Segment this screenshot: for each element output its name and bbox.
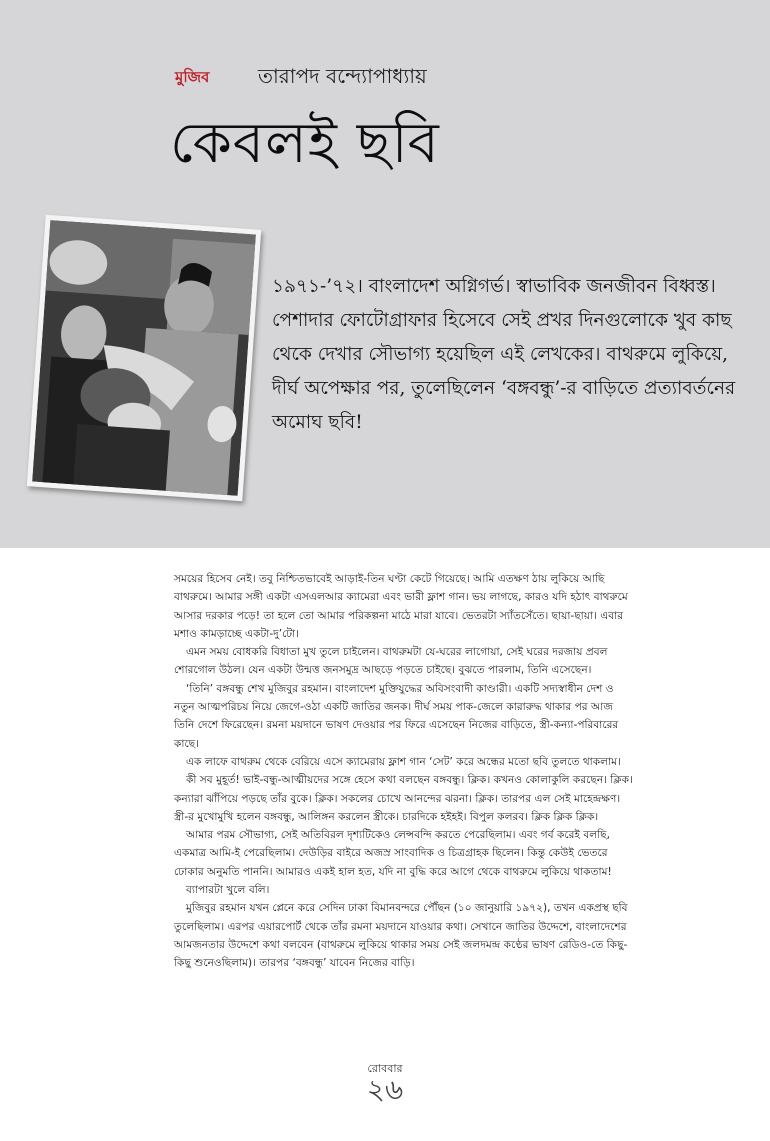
lead-paragraph (272, 270, 742, 440)
body-paragraph: সময়ের হিসেব নেই। তবু নিশ্চিতভাবেই আড়াই-তিন ঘণ্টা কেটে গিয়েছে। আমি এতক্ষণ ঠায় লুকিয়ে আছি বাথরুমে। আমার সঙ্গী একটা এসএলআর ক্যামেরা এবং ভারী ফ্লাশ গান। ভয় লাগছে, কারও যদি হঠাৎ বাথরুমে আসার দরকার পড়ে! তা হলে তো আমার পরিকল্পনা মাঠে মারা যাবে। ভেতরটা স্যাঁতসেঁতে। ছায়া-ছায়া। এবার মশাও কামড়াচ্ছে একটা-দু’টো। (174, 573, 628, 640)
magazine-name: রোববার (367, 1062, 403, 1075)
news-photo (27, 215, 261, 501)
body-paragraph: মুজিবুর রহমান যখন প্লেনে করে সেদিন ঢাকা বিমানবন্দরে পৌঁছন (১০ জানুয়ারি ১৯৭২), তখন একপ্রস্থ ছবি তুলেছিলাম। এরপর এয়ারপোর্ট থেকে তাঁর রমনা ময়দানে যাওয়ার কথা। সেখানে জাতির উদ্দেশে, বাংলাদেশের আমজনতার উদ্দেশে কথা বলবেন (বাথরুমে লুকিয়ে থাকার সময় সেই জলদমন্দ্র কণ্ঠের ভাষণ রেডিও-তে কিছু-কিছু শুনেওছিলাম)। তারপর ‘বঙ্গবন্ধু’ যাবেন নিজের বাড়ি। (174, 902, 628, 970)
article-title: কেবলই ছবি (170, 111, 440, 176)
body-paragraph: আমার পরম সৌভাগ্য, সেই অতিবিরল দৃশ্যটিকেও লেন্সবন্দি করতে পেরেছিলাম। এবং গর্ব করেই বলছি, একমাত্র আমি-ই পেরেছিলাম। দেউড়ির বাইরে অজস্র সাংবাদিক ও চিত্রগ্রাহক ছিলেন। কিন্তু কেউই ভেতরে ঢোকার অনুমতি পাননি। আমারও একই হাল হত, যদি না বুদ্ধি করে আগে থেকে বাথরুমে লুকিয়ে থাকতাম! (174, 829, 612, 878)
page-number: ২৬ (366, 1073, 404, 1106)
body-paragraph: এক লাফে বাথরুম থেকে বেরিয়ে এসে ক্যামেরায় ফ্লাশ গান ‘সেট’ করে অন্ধের মতো ছবি তুলতে থাকলাম। (186, 755, 621, 768)
author-name: তারাপদ বন্দ্যোপাধ্যায় (258, 64, 427, 88)
body-paragraph: ‘তিনি’ বঙ্গবন্ধু শেখ মুজিবুর রহমান। বাংলাদেশ মুক্তিযুদ্ধের অবিসংবাদী কাণ্ডারী। একটি সদ্যস্বাধীন দেশ ও নতুন আত্মপরিচয় নিয়ে জেগে-ওঠা একটি জাতির জনক। দীর্ঘ সময় পাক-জেলে কারারুদ্ধ থাকার পর আজ তিনি দেশে ফিরেছেন। রমনা ময়দানে ভাষণ দেওয়ার পর ফিরে এসেছেন নিজের বাড়িতে, স্ত্রী-কন্যা-পরিবারের কাছে। (174, 682, 619, 750)
section-tag: মুজিব (175, 68, 210, 86)
lead-text: ১৯৭১-’৭২। বাংলাদেশ অগ্নিগর্ভ। স্বাভাবিক জনজীবন বিধ্বস্ত। পেশাদার ফোটোগ্রাফার হিসেবে সেই প্রখর দিনগুলোকে খুব কাছ থেকে দেখার সৌভাগ্য হয়েছিল এই লেখকের। বাথরুমে লুকিয়ে, দীর্ঘ অপেক্ষার পর, তুলেছিলেন ‘বঙ্গবন্ধু’-র বাড়িতে প্রত্যাবর্তনের অমোঘ ছবি! (272, 276, 736, 433)
body-paragraph: কী সব মুহূর্ত! ভাই-বন্ধু-আত্মীয়দের সঙ্গে হেসে কথা বলছেন বঙ্গবন্ধু। ক্লিক। কখনও কোলাকুলি করছেন। ক্লিক। কন্যারা ঝাঁপিয়ে পড়ছে তাঁর বুকে। ক্লিক। সকলের চোখে আনন্দের ঝরনা। ক্লিক। তারপর এল সেই মাহেন্দ্রক্ষণ। স্ত্রী-র মুখোমুখি হলেন বঙ্গবন্ধু, আলিঙ্গন করলেন স্ত্রীকে। চারদিকে হইহই। বিপুল কলরব। ক্লিক ক্লিক ক্লিক। (174, 774, 633, 823)
body-paragraph: এমন সময় বোধকরি বিধাতা মুখ তুলে চাইলেন। বাথরুমটা যে-ঘরের লাগোয়া, সেই ঘরের দরজায় প্রবল শোরগোল উঠল। যেন একটা উন্মত্ত জনসমুদ্র আছড়ে পড়তে চাইছে। বুঝতে পারলাম, তিনি এসেছেন। (174, 646, 608, 677)
body-paragraph: ব্যাপারটা খুলে বলি। (186, 884, 270, 897)
header-panel (0, 0, 770, 548)
photo-image (32, 220, 256, 496)
article-body (174, 570, 634, 973)
